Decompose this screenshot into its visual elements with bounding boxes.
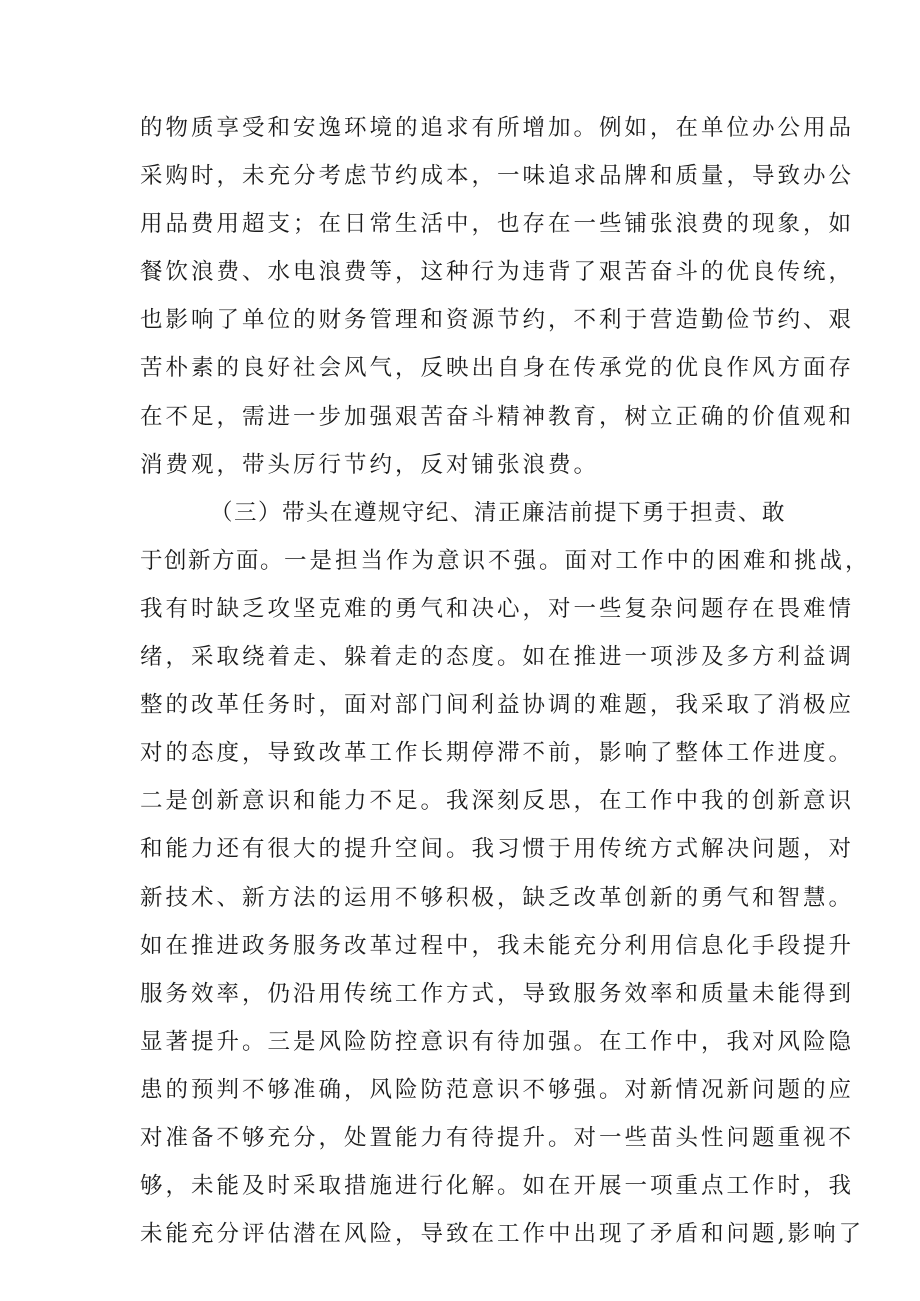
text-line: 用品费用超支；在日常生活中，也存在一些铺张浪费的现象，如 — [140, 211, 855, 238]
text-line: 对的态度，导致改革工作长期停滞不前，影响了整体工作进度。 — [140, 740, 855, 767]
section-heading-line: （三）带头在遵规守纪、清正廉洁前提下勇于担责、敢 — [210, 499, 787, 526]
text-line: 苦朴素的良好社会风气，反映出自身在传承党的优良作风方面存 — [140, 355, 855, 382]
text-line: 显著提升。三是风险防控意识有待加强。在工作中，我对风险隐 — [140, 1028, 855, 1055]
paragraph-frugality — [140, 104, 855, 489]
text-line: 餐饮浪费、水电浪费等，这种行为违背了艰苦奋斗的优良传统， — [140, 259, 855, 286]
text-line: 未能充分评估潜在风险，导致在工作中出现了矛盾和问题,影响了 — [140, 1221, 865, 1248]
text-line: 二是创新意识和能力不足。我深刻反思，在工作中我的创新意识 — [140, 788, 855, 815]
text-line: 的物质享受和安逸环境的追求有所增加。例如，在单位办公用品 — [140, 115, 855, 141]
section-heading-tail: 于创新方面。 — [140, 547, 285, 574]
paragraph-responsibility-innovation — [140, 489, 871, 1259]
text-line: 够，未能及时采取措施进行化解。如在开展一项重点工作时，我 — [140, 1173, 855, 1200]
text-line: 对准备不够充分，处置能力有待提升。对一些苗头性问题重视不 — [140, 1124, 855, 1151]
text-line: 如在推进政务服务改革过程中，我未能充分利用信息化手段提升 — [140, 932, 855, 959]
text-line: 绪，采取绕着走、躲着走的态度。如在推进一项涉及多方利益调 — [140, 644, 855, 671]
document-body — [140, 104, 871, 1258]
text-line: 采购时，未充分考虑节约成本，一味追求品牌和质量，导致办公 — [140, 163, 855, 190]
text-line: 也影响了单位的财务管理和资源节约，不利于营造勤俭节约、艰 — [140, 307, 855, 334]
text-line: 整的改革任务时，面对部门间利益协调的难题，我采取了消极应 — [140, 692, 855, 719]
text-line: 消费观，带头厉行节约，反对铺张浪费。 — [140, 451, 600, 478]
text-line: 新技术、新方法的运用不够积极，缺乏改革创新的勇气和智慧。 — [140, 884, 855, 911]
text-line: 和能力还有很大的提升空间。我习惯于用传统方式解决问题，对 — [140, 836, 855, 863]
text-line: 服务效率，仍沿用传统工作方式，导致服务效率和质量未能得到 — [140, 980, 855, 1007]
text-line: 我有时缺乏攻坚克难的勇气和决心，对一些复杂问题存在畏难情 — [140, 595, 855, 622]
text-line: 在不足，需进一步加强艰苦奋斗精神教育，树立正确的价值观和 — [140, 403, 855, 430]
text-run: 一是担当作为意识不强。面对工作中的困难和挑战， — [284, 547, 871, 574]
text-line — [140, 537, 871, 585]
text-line: 患的预判不够准确，风险防范意识不够强。对新情况新问题的应 — [140, 1076, 855, 1103]
